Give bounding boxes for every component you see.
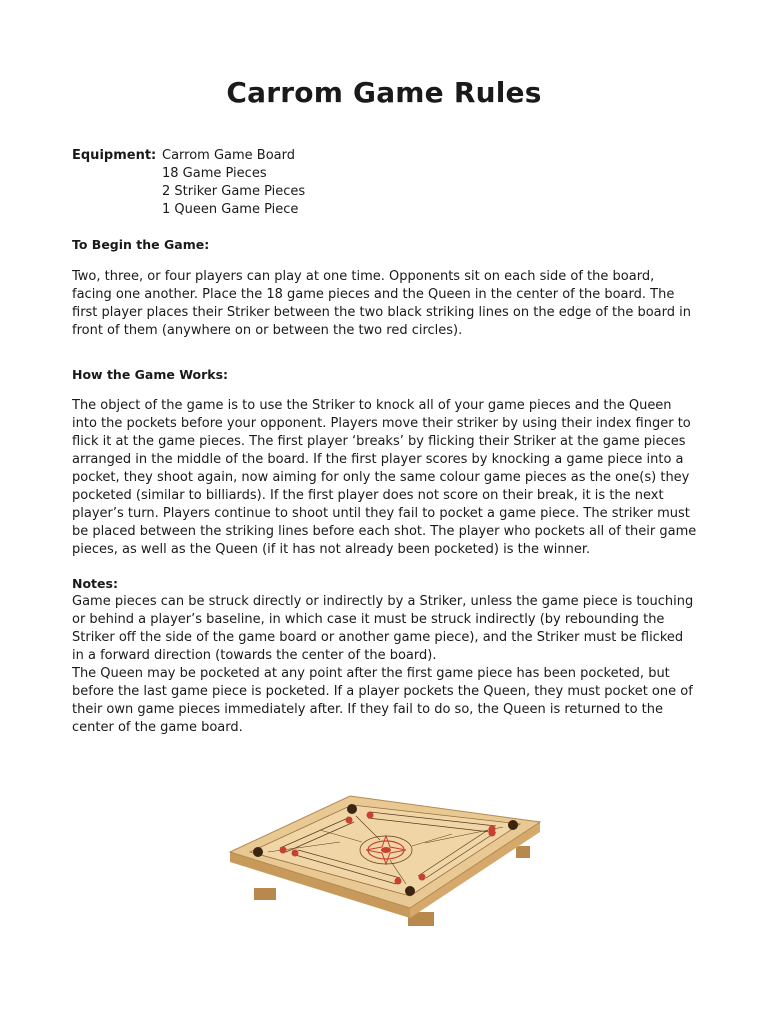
equipment-item: 18 Game Pieces: [162, 166, 267, 181]
equipment-label: Equipment:: [72, 148, 157, 163]
notes-paragraph-2: The Queen may be pocketed at any point after the first game piece has been pocketed, but before the last game piece is pocketed. If a player pockets the Queen, they must pocket one of their own game pieces immediately after. If they fail to do so, the Queen is returned to the center of the game board.: [72, 666, 693, 735]
notes-heading: Notes:: [72, 576, 118, 591]
equipment-item: 1 Queen Game Piece: [162, 202, 299, 217]
begin-paragraph: Two, three, or four players can play at one time. Opponents sit on each side of the board, facing one another. Place the 18 game pieces and the Queen in the center of the board. The first player places their Striker between the two black striking lines on the edge of the board in front of them (anywhere on or between the two red circles).: [72, 269, 691, 338]
how-paragraph: The object of the game is to use the Striker to knock all of your game pieces and the Queen into the pockets before your opponent. Players move their striker by using their index finger to flick it at the game pieces. The first player ‘breaks’ by flicking their Striker at the game pieces arranged in the middle of the board. If the first player scores by knocking a game piece into a pocket, they shoot again, now aiming for only the same colour game pieces as the one(s) they pocketed (similar to billiards). If the first player does not score on their break, it is the next player’s turn. Players continue to shoot until they fail to pocket a game piece. The striker must be placed between the striking lines before each shot. The player who pockets all of their game pieces, as well as the Queen (if it has not already been pocketed) is the winner.: [72, 398, 697, 557]
equipment-item: 2 Striker Game Pieces: [162, 184, 306, 199]
carrom-board-image: [220, 790, 550, 930]
begin-heading: To Begin the Game:: [72, 237, 210, 252]
notes-paragraph-1: Game pieces can be struck directly or indirectly by a Striker, unless the game piece is touching or behind a player’s baseline, in which case it must be struck indirectly (by rebounding the Striker off the side of the game board or another game piece), and the Striker must be flicked in a forward direction (towards the center of the board).: [72, 594, 694, 663]
carrom-board-icon: [220, 790, 550, 930]
equipment-section: [72, 147, 305, 219]
document-title: Carrom Game Rules: [226, 76, 542, 109]
equipment-list: [162, 147, 305, 219]
how-heading: How the Game Works:: [72, 367, 229, 382]
equipment-item: Carrom Game Board: [162, 148, 296, 163]
